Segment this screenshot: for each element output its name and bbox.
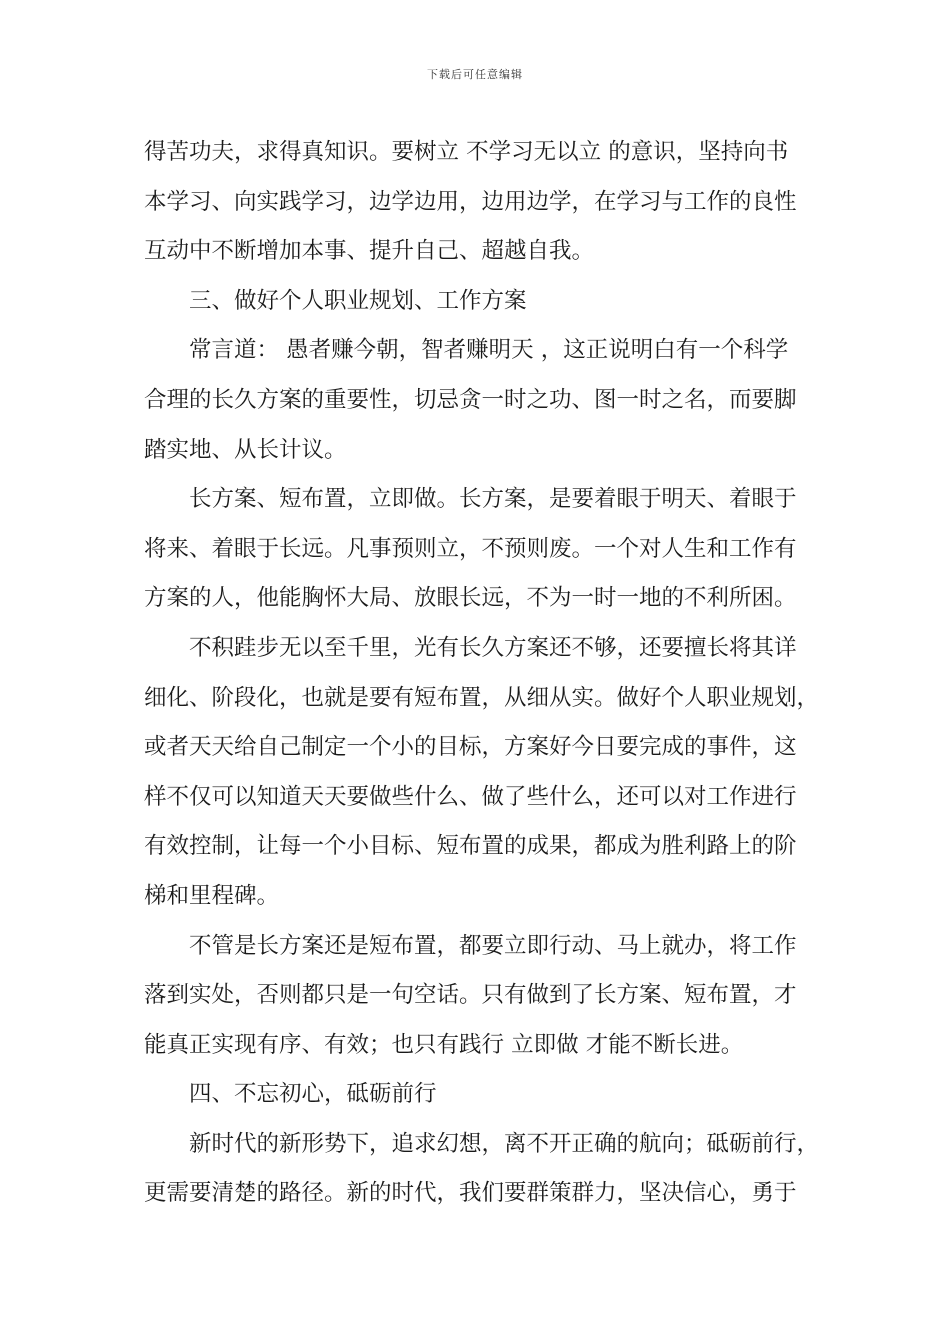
text-line: 方案的人，他能胸怀大局、放眼长远，不为一时一地的不利所困。: [144, 585, 797, 612]
text-line: 有效控制，让每一个小目标、短布置的成果，都成为胜利路上的阶: [144, 833, 797, 860]
page-header: 下载后可任意编辑: [427, 68, 523, 81]
text-line: 样不仅可以知道天天要做些什么、做了些什么，还可以对工作进行: [144, 783, 797, 810]
text-line: 不积跬步无以至千里，光有长久方案还不够，还要擅长将其详: [189, 634, 797, 661]
text-line: 能真正实现有序、有效；也只有践行 立即做 才能不断长进。: [144, 1031, 744, 1058]
text-line: 更需要清楚的路径。新的时代，我们要群策群力，坚决信心，勇于: [144, 1180, 797, 1207]
text-line: 将来、着眼于长远。凡事预则立，不预则废。一个对人生和工作有: [144, 535, 797, 562]
text-line: 常言道： 愚者赚今朝，智者赚明天 ，这正说明白有一个科学: [189, 337, 789, 364]
text-line: 长方案、短布置，立即做。长方案，是要着眼于明天、着眼于: [189, 486, 797, 513]
text-line: 合理的长久方案的重要性，切忌贪一时之功、图一时之名，而要脚: [144, 386, 797, 413]
text-line: 本学习、向实践学习，边学边用，边用边学，在学习与工作的良性: [144, 188, 797, 215]
text-line: 新时代的新形势下，追求幻想，离不开正确的航向；砥砺前行，: [189, 1130, 820, 1157]
text-line: 得苦功夫，求得真知识。要树立 不学习无以立 的意识，坚持向书: [144, 139, 789, 165]
document-body: [144, 128, 820, 1219]
text-line: 或者天天给自己制定一个小的目标，方案好今日要完成的事件，这: [144, 734, 797, 761]
text-line: 落到实处，否则都只是一句空话。只有做到了长方案、短布置，才: [144, 982, 797, 1009]
text-line: 梯和里程碑。: [144, 882, 280, 909]
text-line: 互动中不断增加本事、提升自己、超越自我。: [144, 238, 595, 265]
text-line: 三、做好个人职业规划、工作方案: [189, 287, 527, 314]
text-line: 踏实地、从长计议。: [144, 436, 347, 463]
text-line: 细化、阶段化，也就是要有短布置，从细从实。做好个人职业规划，: [144, 684, 820, 711]
text-line: 四、不忘初心，砥砺前行: [189, 1081, 437, 1108]
text-line: 不管是长方案还是短布置，都要立即行动、马上就办，将工作: [189, 932, 797, 959]
